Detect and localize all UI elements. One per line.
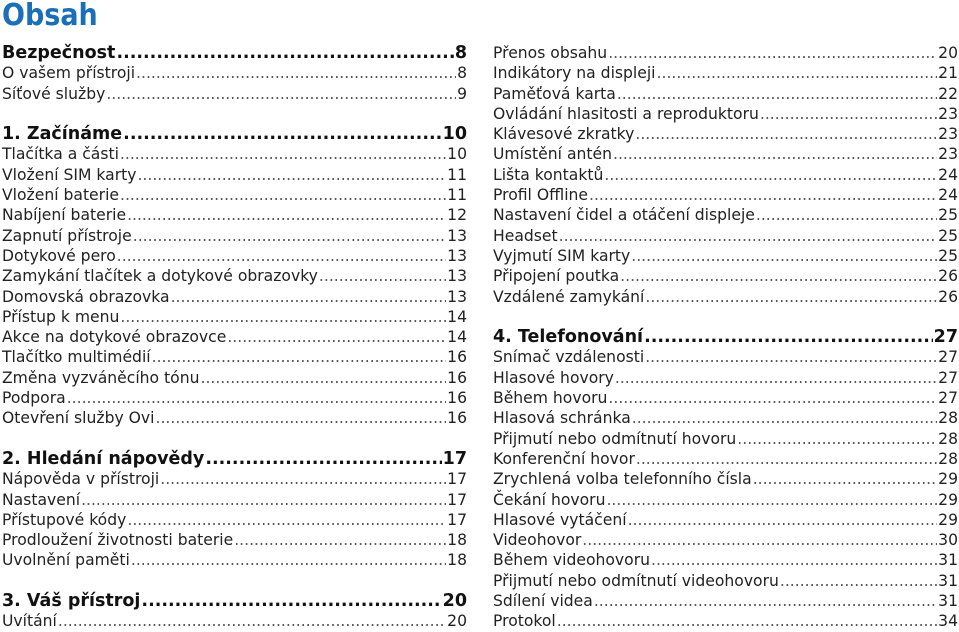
toc-dot-leader [120,185,446,205]
toc-dot-leader [227,327,446,347]
toc-dot-leader [635,124,937,144]
toc-entry-label: Nastavení čidel a otáčení displeje [493,206,755,225]
toc-entry[interactable] [493,550,958,570]
toc-entry[interactable] [493,388,958,408]
toc-entry[interactable] [2,84,467,104]
toc-page-number: 8 [457,64,467,83]
toc-page-number: 13 [447,267,467,286]
toc-entry[interactable] [493,165,958,185]
toc-entry[interactable] [493,84,958,104]
toc-dot-leader [205,449,441,469]
page-title: Obsah [2,0,98,33]
toc-dot-leader [81,490,446,510]
toc-page-number: 23 [938,104,958,123]
toc-dot-leader [127,205,446,225]
toc-page-number: 26 [938,267,958,286]
toc-dot-leader [756,205,937,225]
toc-page-number: 16 [447,368,467,387]
toc-entry[interactable] [493,530,958,550]
toc-entry-label: Přijmutí nebo odmítnutí videohovoru [493,571,779,590]
toc-spacer [493,307,958,327]
toc-entry-label: 1. Začínáme [2,124,123,145]
toc-entry-label: 2. Hledání nápovědy [2,448,205,469]
toc-entry-label: Videohovor [493,531,582,550]
toc-dot-leader [156,408,447,428]
toc-page-number: 24 [938,186,958,205]
toc-page-number: 10 [447,145,467,164]
toc-entry-label: Sdílení videa [493,592,593,611]
toc-entry-label: Změna vyzváněcího tónu [2,368,200,387]
toc-page-number: 21 [938,64,958,83]
toc-entry-label: Nabíjení baterie [2,206,127,225]
toc-entry-label: Protokol [493,612,556,631]
toc-page-number: 9 [457,84,467,103]
toc-dot-leader [628,510,938,530]
toc-page-number: 16 [447,348,467,367]
toc-dot-leader [636,449,937,469]
toc-page-number: 22 [938,84,958,103]
toc-entry-label: Akce na dotykové obrazovce [2,328,227,347]
toc-entry-label: Během hovoru [493,389,608,408]
toc-entry[interactable] [493,408,958,428]
toc-entry-label: Čekání hovoru [493,490,606,509]
toc-dot-leader [171,287,447,307]
toc-page-number: 34 [938,612,958,631]
toc-page-number: 10 [442,124,467,145]
toc-entry-label: Vyjmutí SIM karty [493,246,631,265]
toc-page-number: 27 [938,368,958,387]
toc-dot-leader [116,43,453,63]
toc-entry-label: Tlačítka a části [2,145,119,164]
toc-page-number: 13 [447,246,467,265]
toc-page-number: 13 [447,287,467,306]
toc-entry-label: Otevření služby Ovi [2,409,155,428]
toc-dot-leader [651,550,937,570]
toc-page-number: 25 [938,226,958,245]
toc-entry-label: Umístění antén [493,145,612,164]
toc-entry[interactable] [2,205,467,225]
toc-entry-label: Klávesové zkratky [493,125,635,144]
toc-entry[interactable] [2,611,467,631]
toc-dot-leader [760,104,937,124]
toc-entry[interactable] [2,226,467,246]
toc-entry-label: Ovládání hlasitosti a reproduktoru [493,104,759,123]
toc-section-heading[interactable] [493,327,958,347]
toc-entry-label: Hlasové vytáčení [493,510,627,529]
toc-entry-label: Nápověda v přístroji [2,470,160,489]
toc-dot-leader [657,63,938,83]
toc-dot-leader [645,287,937,307]
toc-page-number: 23 [938,125,958,144]
toc-page-number: 28 [938,449,958,468]
toc-page-number: 17 [442,448,467,469]
toc-entry[interactable] [2,63,467,83]
toc-dot-leader [608,388,937,408]
toc-entry-label: Vložení SIM karty [2,165,137,184]
toc-entry[interactable] [493,104,958,124]
toc-entry-label: Hlasové hovory [493,368,614,387]
toc-entry[interactable] [2,347,467,367]
toc-dot-leader [753,469,937,489]
toc-entry-label: Přijmutí nebo odmítnutí hovoru [493,429,737,448]
toc-dot-leader [559,226,938,246]
toc-dot-leader [631,246,937,266]
toc-entry[interactable] [493,469,958,489]
toc-spacer [2,571,467,591]
toc-entry[interactable] [493,246,958,266]
toc-dot-leader [606,490,937,510]
toc-entry-label: Podpora [2,389,66,408]
toc-entry-label: Lišta kontaktů [493,165,604,184]
toc-dot-leader [780,571,937,591]
toc-entry[interactable] [493,591,958,611]
toc-dot-leader [120,307,446,327]
toc-spacer [2,429,467,449]
toc-entry[interactable] [493,43,958,63]
toc-entry[interactable] [493,226,958,246]
toc-entry-label: Přenos obsahu [493,44,608,62]
toc-entry[interactable] [493,490,958,510]
toc-dot-leader [617,84,937,104]
toc-page-number: 31 [938,592,958,611]
toc-dot-leader [127,510,446,530]
toc-dot-leader [234,530,446,550]
toc-entry-label: Síťové služby [2,84,106,103]
toc-dot-leader [200,368,446,388]
toc-section-heading[interactable] [2,124,467,144]
toc-entry-label: Dotykové pero [2,246,116,265]
toc-page-number: 18 [447,531,467,550]
toc-entry[interactable] [493,266,958,286]
toc-section-heading[interactable] [2,449,467,469]
toc-entry-label: Domovská obrazovka [2,287,170,306]
toc-dot-leader [67,388,446,408]
toc-entry-label: Zamykání tlačítek a dotykové obrazovky [2,267,318,286]
toc-entry-label: Zapnutí přístroje [2,226,132,245]
toc-page-number: 27 [938,348,958,367]
toc-page-number: 20 [447,612,467,631]
toc-page-number: 28 [938,429,958,448]
toc-page-number: 17 [447,510,467,529]
toc-page-number: 29 [938,510,958,529]
toc-entry[interactable] [2,530,467,550]
toc-entry-label: 4. Telefonování [493,327,644,348]
toc-page-number: 27 [933,327,958,348]
toc-entry-label: Bezpečnost [2,43,116,63]
toc-entry-label: Tlačítko multimédií [2,348,151,367]
toc-entry[interactable] [2,550,467,570]
toc-page-number: 28 [938,409,958,428]
toc-section-heading[interactable] [2,591,467,611]
toc-entry[interactable] [2,388,467,408]
toc-dot-leader [160,469,446,489]
toc-entry-label: Uvítání [2,612,57,631]
toc-entry-label: Přístup k menu [2,307,120,326]
toc-page-number: 31 [938,571,958,590]
toc-entry[interactable] [493,124,958,144]
toc-entry-label: Prodloužení životnosti baterie [2,531,234,550]
toc-entry-label: Profil Offline [493,186,589,205]
toc-dot-leader [645,347,937,367]
toc-page-number: 16 [447,389,467,408]
toc-page-number: 14 [447,307,467,326]
toc-entry-label: Uvolnění paměti [2,551,130,570]
toc-entry[interactable] [493,368,958,388]
toc-entry[interactable] [493,185,958,205]
toc-dot-leader [58,611,446,631]
toc-dot-leader [106,84,456,104]
toc-entry[interactable] [2,469,467,489]
toc-page-number: 29 [938,470,958,489]
toc-entry[interactable] [2,307,467,327]
toc-dot-leader [737,429,937,449]
toc-page-number: 27 [938,389,958,408]
toc-page-number: 26 [938,287,958,306]
toc-dot-leader [123,124,441,144]
toc-page-number: 17 [447,470,467,489]
toc-entry-label: Paměťová karta [493,84,616,103]
toc-dot-leader [615,368,937,388]
toc-entry[interactable] [2,266,467,286]
toc-dot-leader [644,327,933,347]
toc-dot-leader [594,591,937,611]
toc-entry[interactable] [493,63,958,83]
toc-entry-label: Zrychlená volba telefonního čísla [493,470,752,489]
toc-dot-leader [608,43,937,63]
toc-dot-leader [589,185,937,205]
toc-page-number: 20 [442,591,467,612]
toc-page-number: 25 [938,206,958,225]
toc-dot-leader [136,63,456,83]
toc-dot-leader [582,530,937,550]
toc-page-number: 24 [938,165,958,184]
toc-entry-label: Hlasová schránka [493,409,631,428]
toc-section-heading[interactable] [2,43,467,63]
toc-entry[interactable] [493,571,958,591]
toc-page-number: 17 [447,490,467,509]
toc-page-number: 16 [447,409,467,428]
toc-entry[interactable] [493,449,958,469]
toc-entry-label: Indikátory na displeji [493,64,656,83]
toc-dot-leader [604,165,937,185]
toc-page-number: 18 [447,551,467,570]
toc-spacer [2,104,467,124]
toc-page-number: 23 [938,145,958,164]
toc-page-number: 20 [938,44,958,62]
toc-entry[interactable] [2,185,467,205]
toc-entry[interactable] [493,144,958,164]
toc-entry-label: Konferenční hovor [493,449,635,468]
toc-page-number: 11 [447,165,467,184]
toc-entry[interactable] [493,287,958,307]
toc-page-number: 14 [447,328,467,347]
toc-entry[interactable] [2,490,467,510]
toc-entry-label: Nastavení [2,490,81,509]
toc-entry[interactable] [2,408,467,428]
toc-dot-leader [117,246,446,266]
toc-entry-label: Připojení poutka [493,267,620,286]
toc-entry[interactable] [493,510,958,530]
toc-dot-leader [557,611,937,631]
toc-entry[interactable] [493,205,958,225]
toc-entry-label: O vašem přístroji [2,64,136,83]
toc-page-number: 13 [447,226,467,245]
toc-dot-leader [319,266,446,286]
toc-entry[interactable] [493,347,958,367]
toc-dot-leader [137,165,446,185]
toc-entry-label: Vzdálené zamykání [493,287,645,306]
toc-page-number: 29 [938,490,958,509]
toc-entry[interactable] [2,144,467,164]
toc-dot-leader [141,591,441,611]
toc-entry[interactable] [2,165,467,185]
toc-page-number: 12 [447,206,467,225]
toc-entry-label: Headset [493,226,558,245]
toc-dot-leader [620,266,937,286]
toc-dot-leader [131,550,446,570]
toc-entry-label: Během videohovoru [493,551,650,570]
toc-page-number: 25 [938,246,958,265]
toc-entry[interactable] [2,246,467,266]
toc-page-number: 31 [938,551,958,570]
toc-entry-label: 3. Váš přístroj [2,591,141,612]
toc-dot-leader [632,408,937,428]
toc-page-number: 11 [447,186,467,205]
toc-left-column [2,43,467,632]
toc-entry[interactable] [2,327,467,347]
toc-dot-leader [120,144,446,164]
toc-entry-label: Snímač vzdálenosti [493,348,645,367]
toc-entry-label: Přístupové kódy [2,510,127,529]
toc-right-column [493,43,958,632]
toc-entry[interactable] [2,368,467,388]
toc-dot-leader [133,226,446,246]
toc-entry[interactable] [493,429,958,449]
toc-dot-leader [613,144,937,164]
toc-entry[interactable] [493,611,958,631]
toc-entry[interactable] [2,510,467,530]
toc-page-number: 30 [938,531,958,550]
toc-dot-leader [152,347,447,367]
toc-entry-label: Vložení baterie [2,186,119,205]
toc-page-number: 8 [454,43,467,63]
toc-entry[interactable] [2,287,467,307]
